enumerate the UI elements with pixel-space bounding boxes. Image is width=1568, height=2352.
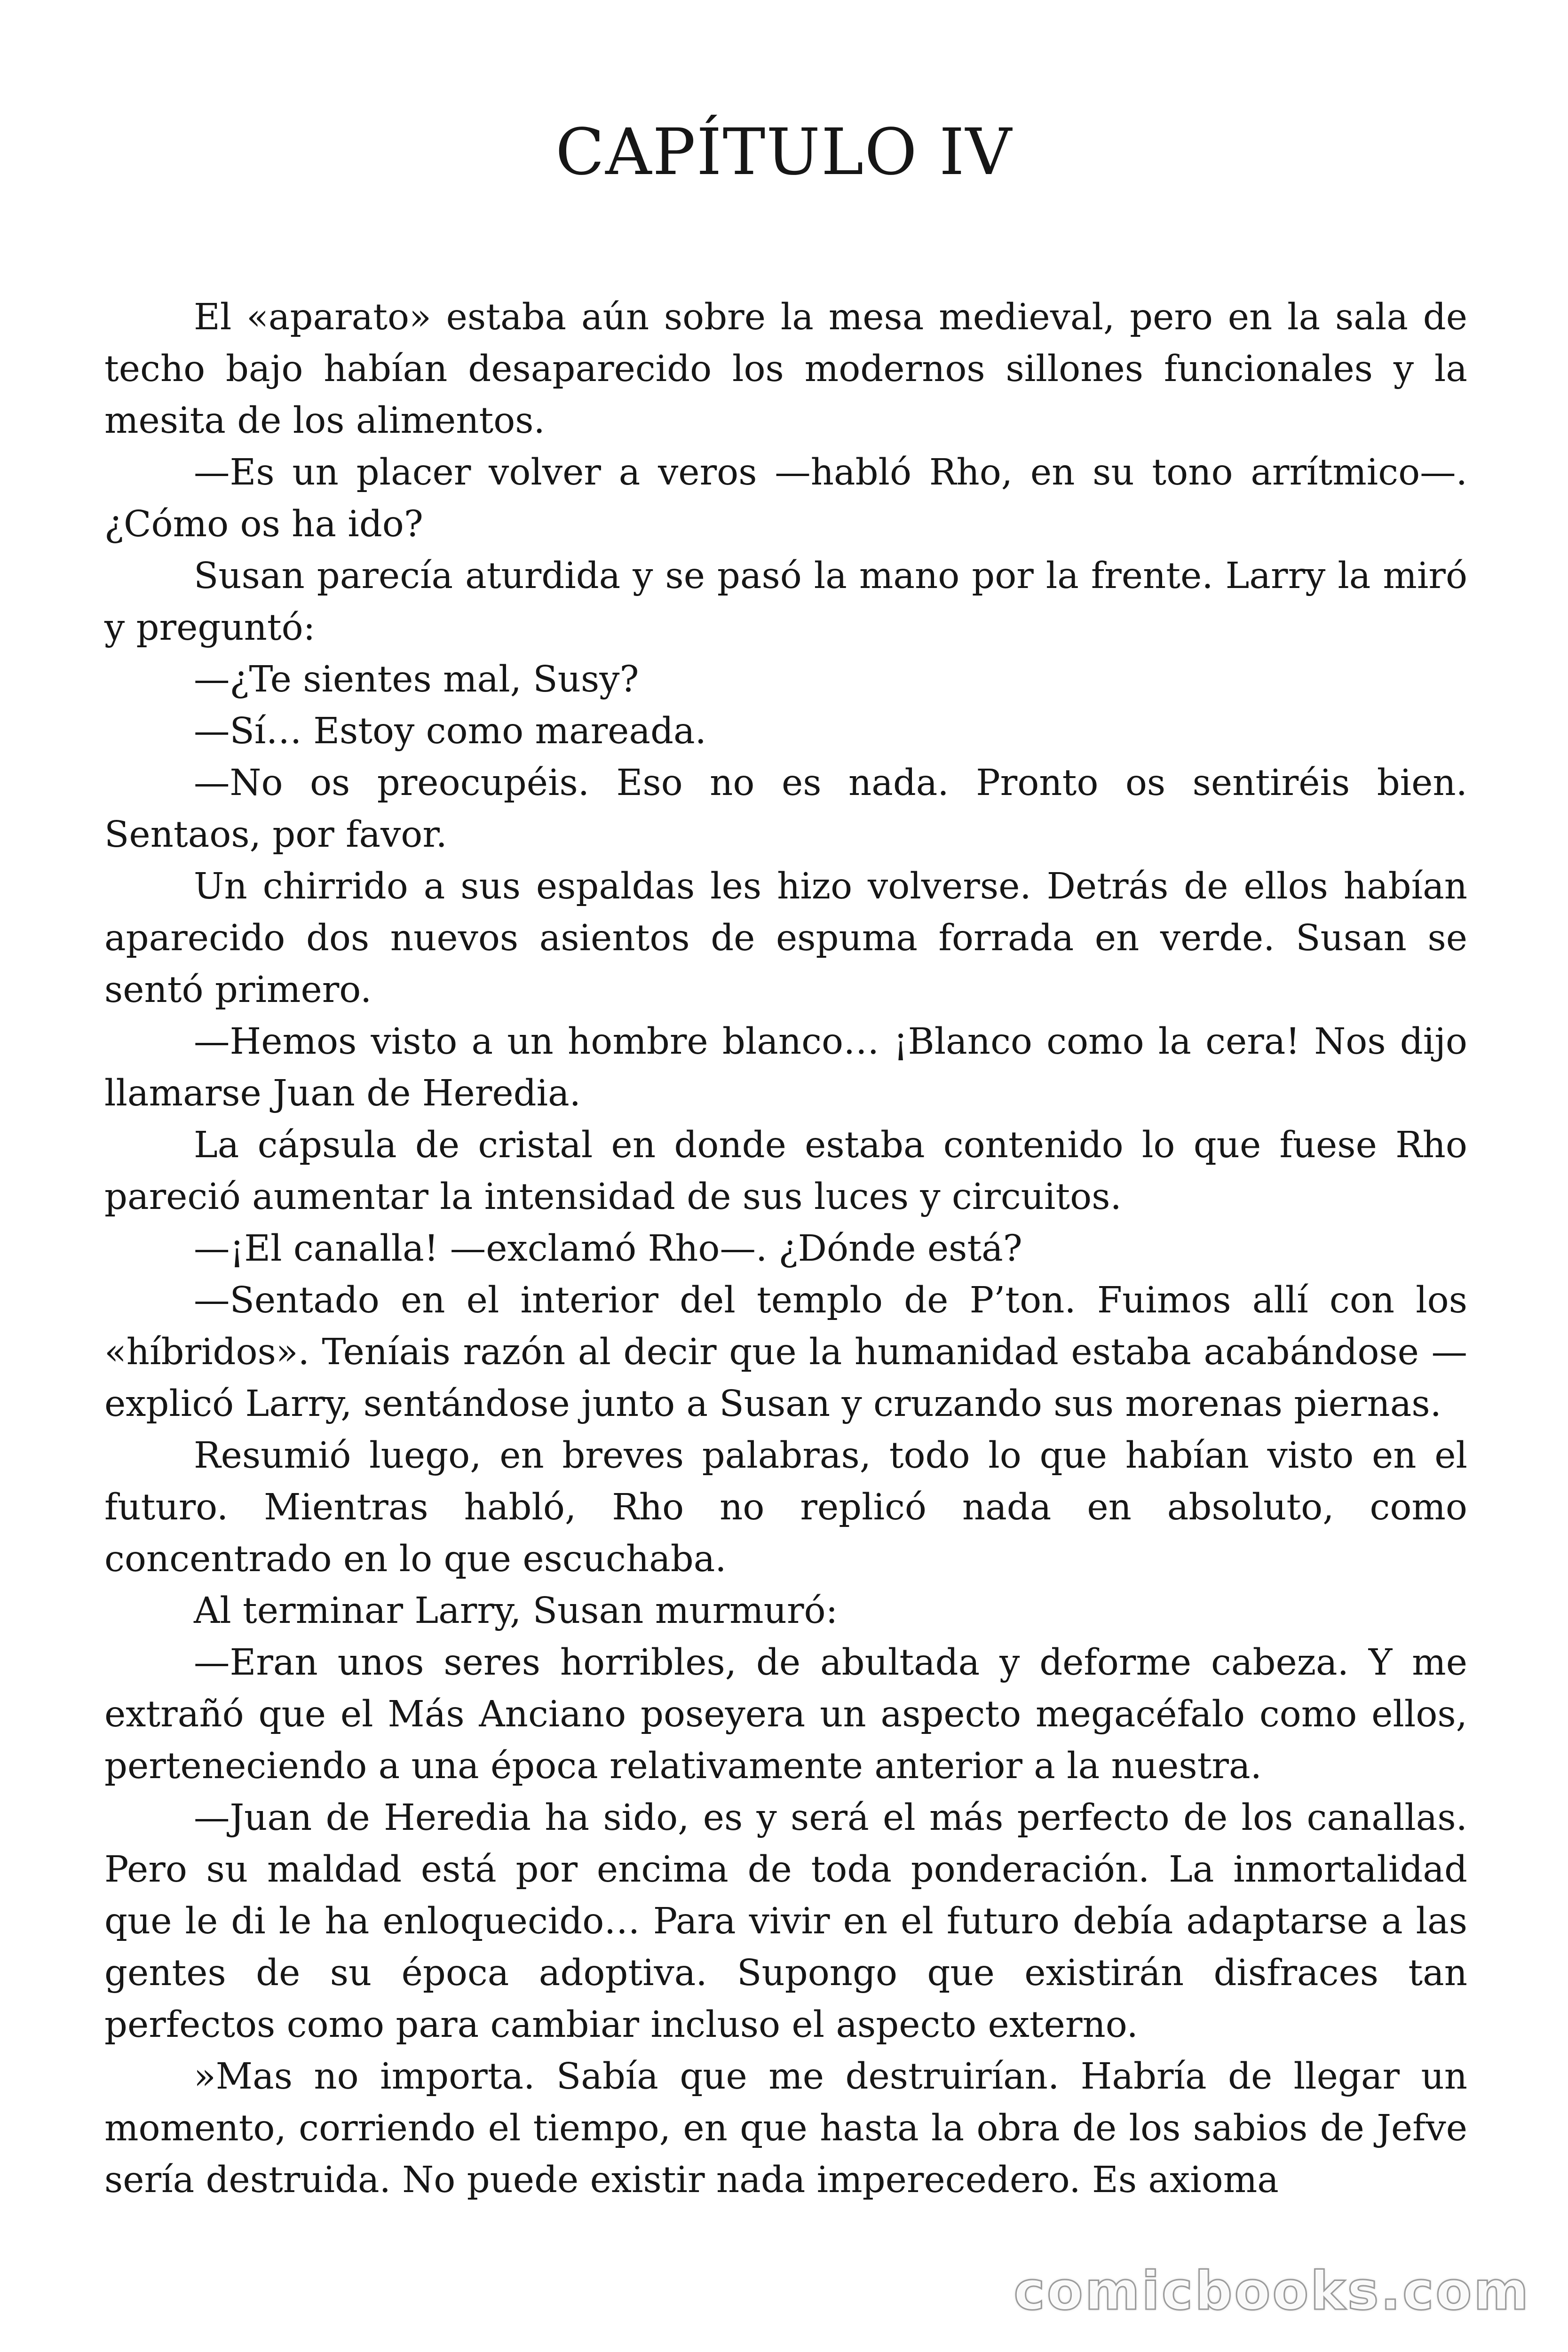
chapter-body bbox=[104, 292, 1467, 2206]
paragraph: —Juan de Heredia ha sido, es y será el más perfecto de los canallas. Pero su maldad está por encima de toda ponderación. La inmortalidad que le di le ha enloquecido… Para vivir en el futuro debía adaptarse a las gentes de su época adoptiva. Supongo que existirán disfraces tan perfectos como para cambiar incluso el aspecto externo. bbox=[104, 1797, 1467, 2046]
paragraph: —Eran unos seres horribles, de abultada y deforme cabeza. Y me extrañó que el Más Anciano poseyera un aspecto megacéfalo como ellos, perteneciendo a una época relativamente anterior a la nuestra. bbox=[104, 1642, 1467, 1787]
paragraph: —Es un placer volver a veros —habló Rho, en su tono arrítmico—. ¿Cómo os ha ido? bbox=[104, 452, 1467, 545]
paragraph: —¡El canalla! —exclamó Rho—. ¿Dónde está? bbox=[194, 1228, 1022, 1270]
paragraph: El «aparato» estaba aún sobre la mesa medieval, pero en la sala de techo bajo habían desaparecido los modernos sillones funcionales y la mesita de los alimentos. bbox=[104, 296, 1467, 442]
paragraph: —No os preocupéis. Eso no es nada. Pronto os sentiréis bien. Sentaos, por favor. bbox=[104, 762, 1467, 856]
paragraph: —Sentado en el interior del templo de P’ton. Fuimos allí con los «híbridos». Teníais razón al decir que la humanidad estaba acabándose —explicó Larry, sentándose junto a Susan y cruzando sus morenas piernas. bbox=[104, 1279, 1467, 1425]
paragraph: —Sí… Estoy como mareada. bbox=[194, 710, 706, 752]
paragraph: Resumió luego, en breves palabras, todo lo que habían visto en el futuro. Mientras habló, Rho no replicó nada en absoluto, como concentrado en lo que escuchaba. bbox=[104, 1435, 1467, 1580]
paragraph: —Hemos visto a un hombre blanco… ¡Blanco como la cera! Nos dijo llamarse Juan de Heredia. bbox=[104, 1021, 1467, 1114]
paragraph: —¿Te sientes mal, Susy? bbox=[194, 659, 639, 700]
paragraph: La cápsula de cristal en donde estaba contenido lo que fuese Rho pareció aumentar la intensidad de sus luces y circuitos. bbox=[104, 1124, 1467, 1218]
paragraph: »Mas no importa. Sabía que me destruirían. Habría de llegar un momento, corriendo el tiempo, en que hasta la obra de los sabios de Jefve sería destruida. No puede existir nada imperecedero. Es axioma bbox=[104, 2056, 1467, 2201]
paragraph: Susan parecía aturdida y se pasó la mano por la frente. Larry la miró y preguntó: bbox=[104, 555, 1467, 649]
paragraph: Al terminar Larry, Susan murmuró: bbox=[194, 1590, 838, 1632]
watermark: comicbooks.com bbox=[1009, 2263, 1535, 2320]
paragraph: Un chirrido a sus espaldas les hizo volverse. Detrás de ellos habían aparecido dos nuevos asientos de espuma forrada en verde. Susan se sentó primero. bbox=[104, 866, 1467, 1011]
chapter-title: CAPÍTULO IV bbox=[555, 115, 1013, 190]
